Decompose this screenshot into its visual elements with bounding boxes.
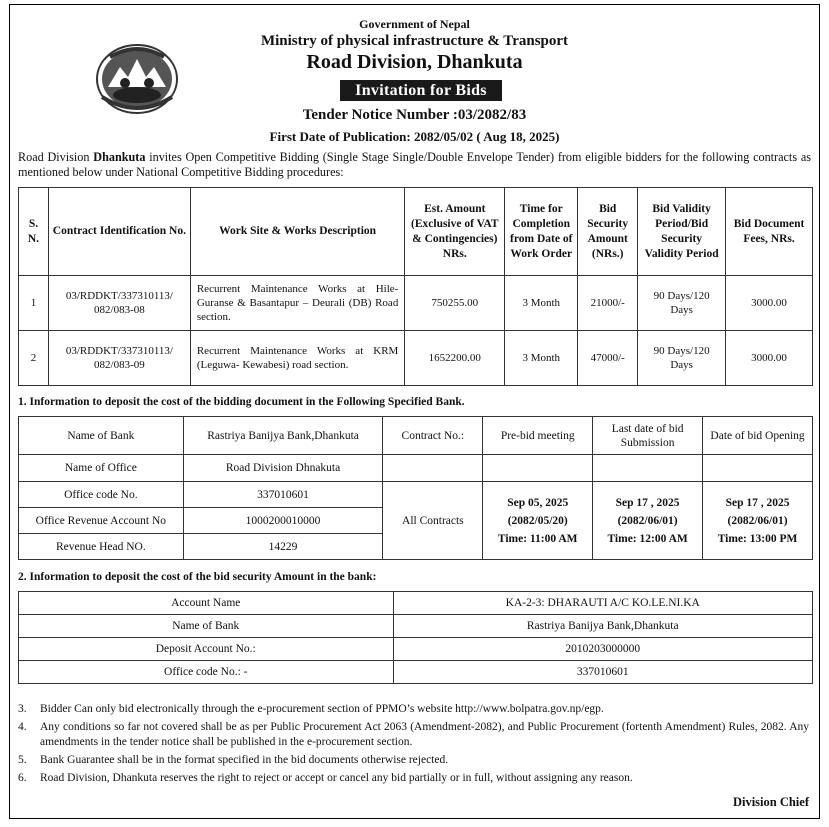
cell-validity: 90 Days/120 Days (638, 276, 726, 331)
list-item (18, 702, 809, 717)
submission-schedule (593, 482, 703, 560)
cell-amount: 1652200.00 (405, 331, 505, 386)
office-code-label: Office code No.: - (19, 661, 394, 684)
table-row (19, 615, 813, 638)
table-row (19, 638, 813, 661)
publication-label: First Date of Publication (269, 129, 407, 144)
account-name-label: Account Name (19, 592, 394, 615)
publication-date (10, 129, 819, 145)
name-of-office-label: Name of Office (19, 455, 184, 482)
header-time: Time for Completion from Date of Work Order (505, 188, 578, 276)
table-row (19, 417, 813, 455)
cell-contract-id: 03/RDDKT/337310113/ 082/083-08 (48, 276, 190, 331)
empty-cell (703, 455, 813, 482)
account-name-value: KA-2-3: DHARAUTI A/C KO.LE.NI.KA (393, 592, 813, 615)
contracts-table (18, 187, 813, 386)
note-text: Bidder Can only bid electronically through the e-procurement section of PPMO’s website http://www.bolpatra.gov.np/egp. (40, 703, 604, 715)
deposit-account-value: 2010203000000 (393, 638, 813, 661)
bank-name-label: Name of Bank (19, 615, 394, 638)
empty-cell (593, 455, 703, 482)
intro-pre: Road Division (18, 150, 94, 164)
note-number: 3. (18, 703, 27, 715)
note-text: Bank Guarantee shall be in the format specified in the bid documents otherwise rejected. (40, 754, 449, 766)
prebid-time: Time: 11:00 AM (497, 532, 578, 545)
ministry-title: Ministry of physical infrastructure & Transport (260, 33, 569, 49)
bidding-document-bank-table (18, 416, 813, 560)
revenue-head-value: 14229 (183, 534, 383, 560)
cell-time: 3 Month (505, 276, 578, 331)
opening-time: Time: 13:00 PM (717, 532, 798, 545)
section1-title: 1. Information to deposit the cost of the bidding document in the Following Specified Bank. (18, 396, 465, 408)
cell-contract-id: 03/RDDKT/337310113/ 082/083-09 (48, 331, 190, 386)
name-of-bank-label: Name of Bank (19, 417, 184, 455)
office-code-label: Office code No. (19, 482, 184, 508)
section2-title: 2. Information to deposit the cost of the bid security Amount in the bank: (18, 571, 377, 583)
header-sn: S. N. (19, 188, 49, 276)
cell-fee: 3000.00 (726, 276, 813, 331)
opening-nepali-date: (2082/06/01) (727, 514, 788, 527)
cell-sn: 2 (19, 331, 49, 386)
list-item (18, 753, 809, 768)
prebid-date: Sep 05, 2025 (507, 496, 569, 509)
office-code-value: 337010601 (183, 482, 383, 508)
cell-description: Recurrent Maintenance Works at KRM (Leguwa- Kewabesi) road section. (190, 331, 404, 386)
cell-security: 47000/- (578, 331, 638, 386)
submission-nepali-date: (2082/06/01) (617, 514, 678, 527)
prebid-schedule (483, 482, 593, 560)
notes-list (18, 702, 809, 789)
publication-value: : 2082/05/02 ( Aug 18, 2025) (406, 129, 560, 144)
submission-date: Sep 17 , 2025 (615, 496, 680, 509)
signature-division-chief: Division Chief (732, 795, 809, 809)
note-number: 5. (18, 754, 27, 766)
table-row (19, 661, 813, 684)
cell-description: Recurrent Maintenance Works at Hile-Guranse & Basantapur – Deurali (DB) Road section. (190, 276, 404, 331)
division-title: Road Division, Dhankuta (306, 51, 523, 73)
contract-no-label: Contract No.: (383, 417, 483, 455)
submission-time: Time: 12:00 AM (607, 532, 688, 545)
cell-sn: 1 (19, 276, 49, 331)
opening-date: Sep 17 , 2025 (725, 496, 790, 509)
name-of-bank-value: Rastriya Banijya Bank,Dhankuta (183, 417, 383, 455)
table-row (19, 592, 813, 615)
header-validity: Bid Validity Period/Bid Security Validity Period (638, 188, 726, 276)
header-bid-security: Bid Security Amount (NRs.) (578, 188, 638, 276)
tender-notice (9, 4, 820, 819)
list-item (18, 720, 809, 750)
notice-header (10, 5, 819, 151)
office-code-value: 337010601 (393, 661, 813, 684)
name-of-office-value: Road Division Dhnakuta (183, 455, 383, 482)
cell-security: 21000/- (578, 276, 638, 331)
revenue-account-value: 1000200010000 (183, 508, 383, 534)
revenue-account-label: Office Revenue Account No (19, 508, 184, 534)
intro-post: invites Open Competitive Bidding (Single Stage Single/Double Envelope Tender) from eligible bidders for the following contracts as mentioned below under National Competitive Bidding procedures: (18, 150, 811, 179)
empty-cell (483, 455, 593, 482)
bank-name-value: Rastriya Banijya Bank,Dhankuta (393, 615, 813, 638)
cell-amount: 750255.00 (405, 276, 505, 331)
header-contract-id: Contract Identification No. (48, 188, 190, 276)
header-est-amount: Est. Amount (Exclusive of VAT & Contingencies) NRs. (405, 188, 505, 276)
contracts-header-row (19, 188, 813, 276)
invitation-banner: Invitation for Bids (340, 80, 502, 101)
table-row (19, 331, 813, 386)
revenue-head-label: Revenue Head NO. (19, 534, 184, 560)
table-row (19, 276, 813, 331)
intro-paragraph (18, 150, 811, 180)
table-row (19, 455, 813, 482)
note-number: 6. (18, 772, 27, 784)
government-title: Government of Nepal (359, 17, 470, 31)
note-text: Road Division, Dhankuta reserves the right to reject or accept or cancel any bid partially or in full, without assigning any reason. (40, 772, 633, 784)
prebid-nepali-date: (2082/05/20) (507, 514, 568, 527)
cell-fee: 3000.00 (726, 331, 813, 386)
header-doc-fee: Bid Document Fees, NRs. (726, 188, 813, 276)
all-contracts: All Contracts (383, 482, 483, 560)
list-item (18, 771, 809, 786)
table-row (19, 482, 813, 508)
intro-bold: Dhankuta (93, 150, 146, 164)
prebid-label: Pre-bid meeting (483, 417, 593, 455)
header-description: Work Site & Works Description (190, 188, 404, 276)
last-date-label: Last date of bid Submission (593, 417, 703, 455)
deposit-account-label: Deposit Account No.: (19, 638, 394, 661)
tender-number: Tender Notice Number :03/2082/83 (302, 107, 527, 123)
opening-schedule (703, 482, 813, 560)
opening-label: Date of bid Opening (703, 417, 813, 455)
note-number: 4. (18, 721, 27, 733)
bid-security-bank-table (18, 591, 813, 684)
cell-time: 3 Month (505, 331, 578, 386)
cell-validity: 90 Days/120 Days (638, 331, 726, 386)
empty-cell (383, 455, 483, 482)
note-text: Any conditions so far not covered shall be as per Public Procurement Act 2063 (Amendment-2082), and Public Procurement (fortenth Amendment) Rules, 2082. Any amendments in the tender notice shall be published in the e-procurement section. (40, 721, 809, 748)
